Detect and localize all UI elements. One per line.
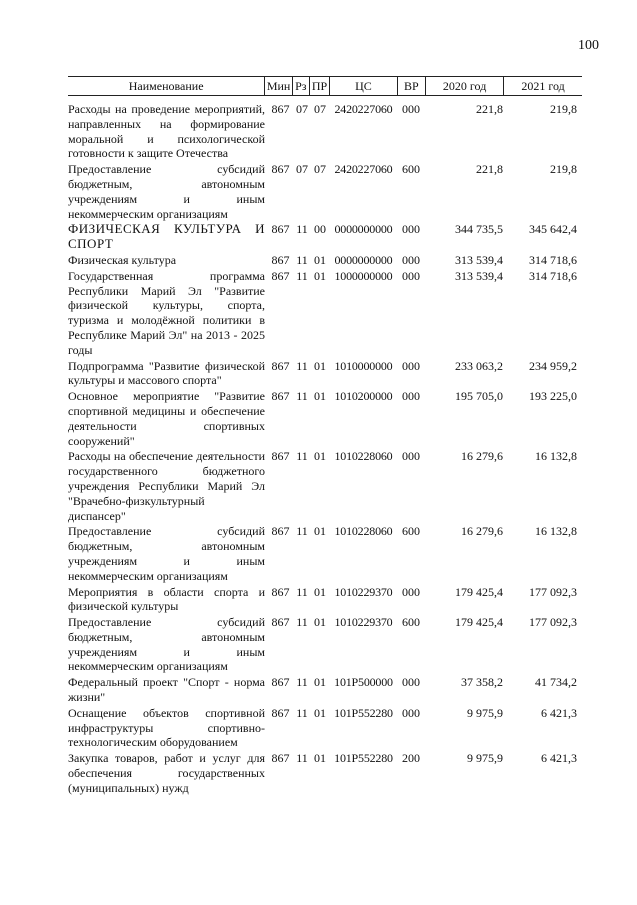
cell-pr: 01 bbox=[314, 705, 326, 720]
cell-y2020: 313 539,4 bbox=[455, 252, 503, 267]
table-row bbox=[68, 102, 582, 161]
cell-pr: 01 bbox=[314, 751, 326, 766]
cell-cs: 0000000000 bbox=[334, 222, 393, 237]
cell-min: 867 bbox=[271, 102, 290, 116]
header-pr: ПР bbox=[309, 77, 330, 95]
cell-min: 867 bbox=[271, 751, 290, 766]
cell-vr: 000 bbox=[402, 222, 420, 237]
budget-table bbox=[68, 76, 582, 797]
table-row bbox=[68, 706, 582, 750]
cell-pr: 01 bbox=[314, 252, 326, 267]
table-row bbox=[68, 389, 582, 448]
cell-y2021: 6 421,3 bbox=[541, 705, 577, 720]
cell-pr: 01 bbox=[314, 615, 326, 630]
table-row bbox=[68, 615, 582, 674]
cell-rz: 11 bbox=[296, 389, 308, 404]
cell-pr: 01 bbox=[314, 358, 326, 373]
cell-pr: 01 bbox=[314, 584, 326, 599]
cell-rz: 11 bbox=[296, 524, 308, 539]
table-row bbox=[68, 675, 582, 705]
cell-min: 867 bbox=[271, 268, 290, 283]
cell-y2021: 177 092,3 bbox=[529, 615, 577, 630]
cell-vr: 000 bbox=[402, 584, 420, 599]
header-min: Мин bbox=[264, 77, 292, 95]
cell-vr: 600 bbox=[402, 615, 420, 630]
cell-rz: 07 bbox=[296, 102, 308, 116]
cell-y2020: 195 705,0 bbox=[455, 389, 503, 404]
cell-vr: 000 bbox=[402, 389, 420, 404]
cell-cs: 1000000000 bbox=[334, 268, 393, 283]
cell-name: Физическая культура bbox=[68, 252, 177, 267]
cell-min: 867 bbox=[271, 584, 290, 599]
cell-name: Расходы на проведение мероприятий, направленных на формирование моральной и психологической готовности к защите Отечества bbox=[68, 102, 265, 161]
cell-rz: 11 bbox=[296, 252, 308, 267]
cell-pr: 01 bbox=[314, 524, 326, 539]
cell-rz: 11 bbox=[296, 358, 308, 373]
cell-name: Основное мероприятие "Развитие спортивной медицины и обеспечение деятельности спортивных сооружений" bbox=[68, 389, 265, 448]
cell-y2021: 16 132,8 bbox=[535, 449, 577, 464]
cell-min: 867 bbox=[271, 222, 290, 237]
cell-pr: 00 bbox=[314, 222, 326, 237]
cell-cs: 101P552280 bbox=[334, 705, 393, 720]
cell-cs: 1010228060 bbox=[334, 524, 393, 539]
table-row bbox=[68, 449, 582, 523]
table-row bbox=[68, 585, 582, 615]
cell-y2020: 313 539,4 bbox=[455, 268, 503, 283]
cell-rz: 11 bbox=[296, 584, 308, 599]
cell-y2020: 221,8 bbox=[476, 102, 503, 116]
cell-name: Расходы на обеспечение деятельности государственного бюджетного учреждения Республики Марий Эл "Врачебно-физкультурный диспансер" bbox=[68, 449, 265, 523]
cell-name: Мероприятия в области спорта и физической культуры bbox=[68, 584, 265, 614]
cell-name: Государственная программа Республики Марий Эл "Развитие физической культуры, спорта, туризма и молодёжной политики в Республике Марий Эл" на 2013 - 2025 годы bbox=[68, 268, 265, 357]
table-row bbox=[68, 162, 582, 221]
cell-y2021: 193 225,0 bbox=[529, 389, 577, 404]
cell-rz: 11 bbox=[296, 268, 308, 283]
cell-name: Федеральный проект "Спорт - норма жизни" bbox=[68, 675, 265, 705]
cell-y2020: 179 425,4 bbox=[455, 615, 503, 630]
page-number: 100 bbox=[578, 38, 599, 53]
header-cs: ЦС bbox=[329, 77, 396, 95]
cell-y2020: 9 975,9 bbox=[467, 705, 503, 720]
header-rz: Рз bbox=[292, 77, 309, 95]
cell-cs: 101P552280 bbox=[334, 751, 393, 766]
cell-name: Подпрограмма "Развитие физической культуры и массового спорта" bbox=[68, 358, 265, 388]
cell-cs: 2420227060 bbox=[334, 162, 393, 177]
cell-rz: 11 bbox=[296, 751, 308, 766]
cell-y2021: 314 718,6 bbox=[529, 252, 577, 267]
cell-vr: 200 bbox=[402, 751, 420, 766]
cell-y2020: 16 279,6 bbox=[461, 449, 503, 464]
header-2020: 2020 год bbox=[425, 77, 503, 95]
cell-vr: 600 bbox=[402, 162, 420, 177]
header-name: Наименование bbox=[128, 79, 204, 93]
cell-name: ФИЗИЧЕСКАЯ КУЛЬТУРА И СПОРТ bbox=[68, 221, 265, 252]
cell-y2020: 37 358,2 bbox=[461, 675, 503, 690]
cell-vr: 000 bbox=[402, 705, 420, 720]
cell-pr: 01 bbox=[314, 389, 326, 404]
cell-min: 867 bbox=[271, 615, 290, 630]
table-row bbox=[68, 524, 582, 583]
cell-y2021: 16 132,8 bbox=[535, 524, 577, 539]
cell-y2020: 179 425,4 bbox=[455, 584, 503, 599]
cell-y2021: 41 734,2 bbox=[535, 675, 577, 690]
cell-y2021: 345 642,4 bbox=[529, 222, 577, 237]
table-header bbox=[68, 76, 582, 96]
cell-y2021: 177 092,3 bbox=[529, 584, 577, 599]
table-row bbox=[68, 253, 582, 268]
cell-min: 867 bbox=[271, 358, 290, 373]
cell-rz: 07 bbox=[296, 162, 308, 177]
cell-min: 867 bbox=[271, 389, 290, 404]
cell-name: Оснащение объектов спортивной инфраструктуры спортивно-технологическим оборудованием bbox=[68, 705, 265, 750]
cell-y2021: 6 421,3 bbox=[541, 751, 577, 766]
cell-cs: 2420227060 bbox=[334, 102, 393, 116]
cell-vr: 000 bbox=[402, 268, 420, 283]
cell-pr: 07 bbox=[314, 102, 326, 116]
cell-cs: 1010228060 bbox=[334, 449, 393, 464]
cell-name: Закупка товаров, работ и услуг для обеспечения государственных (муниципальных) нужд bbox=[68, 751, 265, 795]
cell-vr: 000 bbox=[402, 252, 420, 267]
table-row bbox=[68, 269, 582, 358]
cell-vr: 600 bbox=[402, 524, 420, 539]
cell-pr: 07 bbox=[314, 162, 326, 177]
cell-y2020: 16 279,6 bbox=[461, 524, 503, 539]
cell-cs: 1010229370 bbox=[334, 615, 393, 630]
table-row bbox=[68, 222, 582, 252]
cell-name: Предоставление субсидий бюджетным, автономным учреждениям и иным некоммерческим организациям bbox=[68, 162, 265, 221]
cell-y2020: 344 735,5 bbox=[455, 222, 503, 237]
cell-min: 867 bbox=[271, 705, 290, 720]
cell-name: Предоставление субсидий бюджетным, автономным учреждениям и иным некоммерческим организациям bbox=[68, 524, 265, 583]
cell-pr: 01 bbox=[314, 675, 326, 690]
cell-y2021: 219,8 bbox=[550, 102, 577, 116]
cell-name: Предоставление субсидий бюджетным, автономным учреждениям и иным некоммерческим организациям bbox=[68, 615, 265, 674]
cell-y2020: 233 063,2 bbox=[455, 358, 503, 373]
cell-rz: 11 bbox=[296, 615, 308, 630]
table-row bbox=[68, 359, 582, 389]
cell-min: 867 bbox=[271, 162, 290, 177]
cell-rz: 11 bbox=[296, 675, 308, 690]
cell-cs: 1010200000 bbox=[334, 389, 393, 404]
table-row bbox=[68, 751, 582, 795]
cell-vr: 000 bbox=[402, 449, 420, 464]
cell-y2020: 9 975,9 bbox=[467, 751, 503, 766]
cell-cs: 1010000000 bbox=[334, 358, 393, 373]
header-2021: 2021 год bbox=[503, 77, 582, 95]
cell-y2021: 234 959,2 bbox=[529, 358, 577, 373]
cell-min: 867 bbox=[271, 449, 290, 464]
cell-vr: 000 bbox=[402, 102, 420, 116]
cell-min: 867 bbox=[271, 252, 290, 267]
cell-rz: 11 bbox=[296, 705, 308, 720]
cell-y2020: 221,8 bbox=[476, 162, 503, 177]
cell-min: 867 bbox=[271, 524, 290, 539]
cell-cs: 0000000000 bbox=[334, 252, 393, 267]
cell-pr: 01 bbox=[314, 449, 326, 464]
cell-rz: 11 bbox=[296, 449, 308, 464]
cell-min: 867 bbox=[271, 675, 290, 690]
cell-pr: 01 bbox=[314, 268, 326, 283]
table-body bbox=[68, 96, 582, 796]
cell-vr: 000 bbox=[402, 675, 420, 690]
cell-cs: 101P500000 bbox=[334, 675, 393, 690]
header-vr: ВР bbox=[397, 77, 426, 95]
cell-rz: 11 bbox=[296, 222, 308, 237]
cell-y2021: 314 718,6 bbox=[529, 268, 577, 283]
cell-cs: 1010229370 bbox=[334, 584, 393, 599]
cell-y2021: 219,8 bbox=[550, 162, 577, 177]
cell-vr: 000 bbox=[402, 358, 420, 373]
